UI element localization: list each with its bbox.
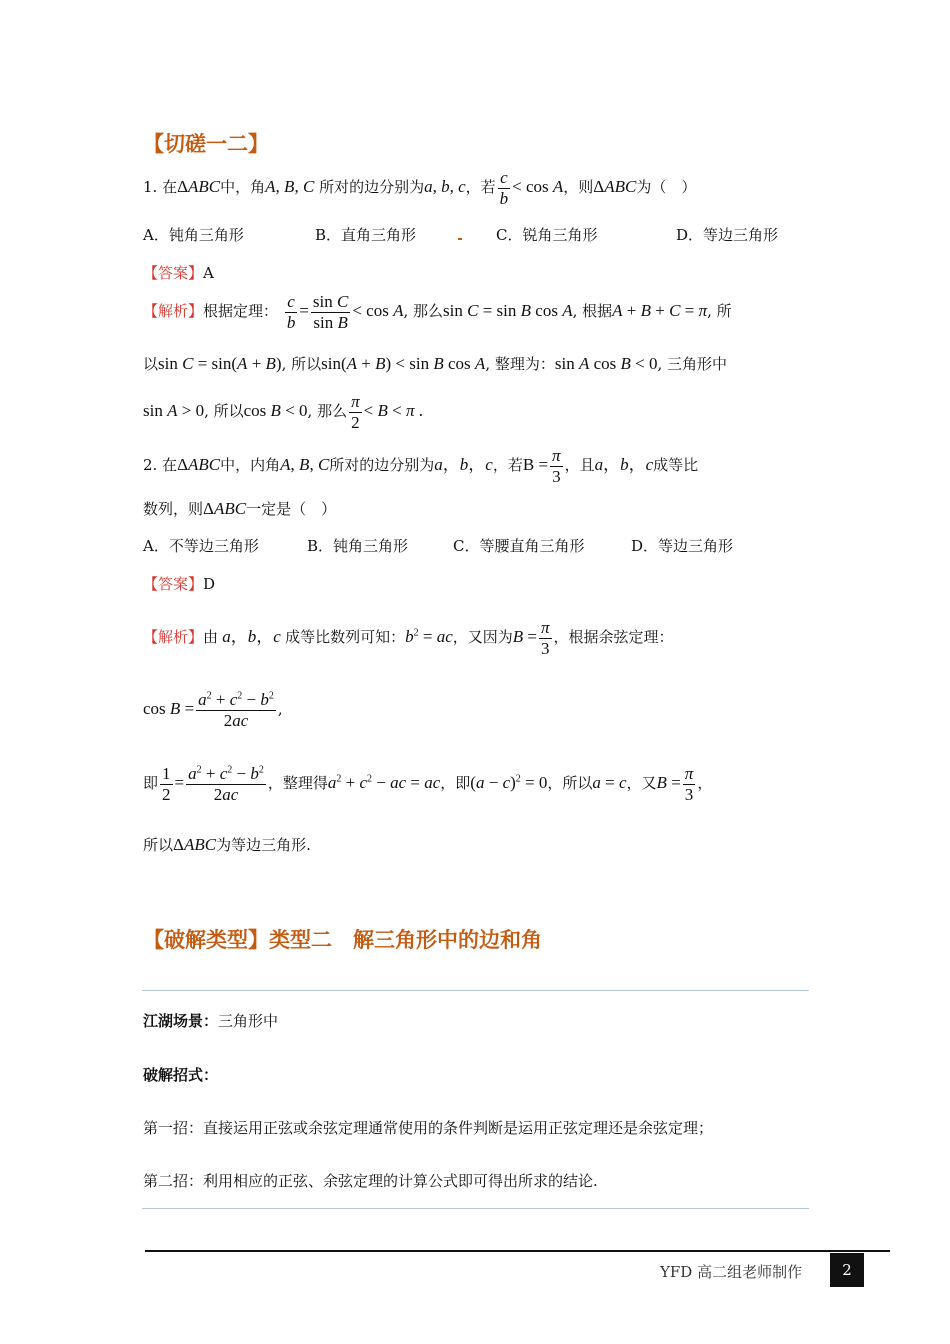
q1-analysis-line-3: sin A > 0, 所以cos B < 0, 那么 $\frac{\pi}{2}$ < B < π . [143,392,423,432]
q1-option-b: B．直角三角形 [315,226,417,244]
q2-analysis-text-8: ，所以 [547,774,593,793]
q2-analysis-text-3: ，又因为 [452,628,513,647]
footer-rule [145,1250,890,1252]
fraction-c-over-b: $\frac{c}{b}$ [499,168,509,208]
q2-analysis-text-10: 所以 [143,836,174,854]
q2-analysis-text-6: ，整理得 [267,774,328,793]
q1-analysis-text-6: , 所以 [281,355,322,373]
q1-analysis-text-9: , 所以 [204,402,244,421]
box-bottom-rule [142,1208,809,1209]
q2-text-a: 2. 在 [143,456,178,475]
method-step-1: 第一招：直接运用正弦或余弦定理通常使用的条件判断是运用正弦定理还是余弦定理； [143,1119,714,1137]
q1-text-d: ，若 [465,178,496,197]
q2-answer [143,573,215,594]
q1-analysis-text-10: , 那么 [307,402,348,421]
question-1-stem: 1. 在ΔABC中，角A, B, C 所对的边分别为a, b, c，若 $\frac{c}{b}$ < cos A，则ΔABC为（ ） [143,168,697,208]
answer-value: D [203,575,216,593]
analysis-tag: 【解析】 [143,302,204,321]
q1-analysis-text-3: , 根据 [572,302,613,321]
q2-option-a: A．不等边三角形 [143,537,259,555]
footer-text: YFD 高二组老师制作 [660,1263,803,1281]
q1-option-d: D．等边三角形 [676,226,779,244]
q1-text-b: 中，角 [220,178,266,197]
q2-text-b: 中，内角 [220,456,281,475]
q2-analysis-text-4: ，根据余弦定理： [553,628,674,647]
q2-option-d: D．等边三角形 [631,537,734,555]
q2-option-b: B．钝角三角形 [307,537,409,555]
q2-derivation-line: 即 $\frac{1}{2}$ = $\frac{a^2 + c^2 - b^2}{2ac}$ ，整理得$a^2 + c^2$ − ac = ac，即$(a - c)^2 = 0$，所以a = c，又B = $\frac{\pi}{3}$ ， [143,764,713,804]
q2-text-f: 成等比 [653,456,699,475]
decorative-dot [458,238,462,240]
answer-tag: 【答案】 [143,264,204,282]
q1-text-f: 为（ ） [636,178,697,197]
q1-analysis-text-8: , 三角形中 [657,355,728,373]
section-title-practice: 【切磋一二】 [143,132,269,156]
q1-analysis-text-7: , 整理为： [485,355,555,373]
q2-cosine-formula: cos B = $\frac{a^2 + c^2 - b^2}{2ac}$ , [143,690,283,730]
q2-analysis-text-1: 由 [203,628,219,647]
scene-line [143,1010,278,1031]
question-2-stem: 2. 在ΔABC中，内角A, B, C所对的边分别为a，b，c，若B = $\frac{\pi}{3}$ ，且a，b，c成等比 [143,446,699,486]
q1-analysis-text-2: , 那么 [403,302,444,321]
scene-label: 江湖场景： [143,1012,219,1030]
q2-analysis-text-7: ，即 [440,774,471,793]
q2-analysis-text-2: 成等比数列可知： [285,628,406,647]
answer-value: A [203,264,214,282]
q2-text-h: 一定是（ ） [246,500,337,518]
q1-analysis-text-4: , 所 [707,302,732,321]
page-number: 2 [830,1253,864,1287]
analysis-tag: 【解析】 [143,628,204,647]
q1-text-a: 1. 在 [143,178,178,197]
q1-option-c: C．锐角三角形 [496,226,598,244]
q2-analysis-line-1: 【解析】由 a，b，c 成等比数列可知：$b^2$ = ac，又因为B = $\frac{\pi}{3}$ ，根据余弦定理： [143,618,674,658]
q2-text-g: 数列，则 [143,500,204,518]
q1-analysis-line-2: 以sin C = sin(A + B), 所以sin(A + B) < sin B cos A, 整理为：sin A cos B < 0, 三角形中 [143,354,728,373]
q2-analysis-text-5: 即 [143,774,159,793]
box-top-rule [142,990,809,991]
q1-text-c: 所对的边分别为 [319,178,425,197]
question-2-stem-line-2: 数列，则ΔABC一定是（ ） [143,499,337,518]
q1-answer [143,262,214,283]
q2-analysis-text-9: ，又 [626,774,657,793]
q1-option-a: A．钝角三角形 [143,226,244,244]
q2-option-c: C．等腰直角三角形 [453,537,585,555]
q1-analysis-line-1: 【解析】根据定理： $\frac{c}{b}$ = $\frac{\text{sin C}}{\text{sin B}}$ < cos A, 那么sin C = sin B cos A, 根据A + B + C = π, 所 [143,292,732,332]
q1-analysis-text-5: 以 [143,355,159,373]
q2-text-e: ，且 [564,456,595,475]
q2-analysis-text-11: 为等边三角形. [216,836,311,854]
q2-text-c: 所对的边分别为 [329,456,435,475]
answer-tag: 【答案】 [143,575,204,593]
q2-conclusion: 所以ΔABC为等边三角形. [143,835,311,854]
q2-text-d: ，若 [492,456,523,475]
q1-text-e: ，则 [563,178,594,197]
scene-value: 三角形中 [218,1012,279,1030]
method-label: 破解招式： [143,1066,219,1084]
method-step-2: 第二招：利用相应的正弦、余弦定理的计算公式即可得出所求的结论. [143,1172,598,1190]
section-title-type-two: 【破解类型】类型二 解三角形中的边和角 [143,928,542,952]
q1-analysis-text-1: 根据定理： [203,302,279,321]
